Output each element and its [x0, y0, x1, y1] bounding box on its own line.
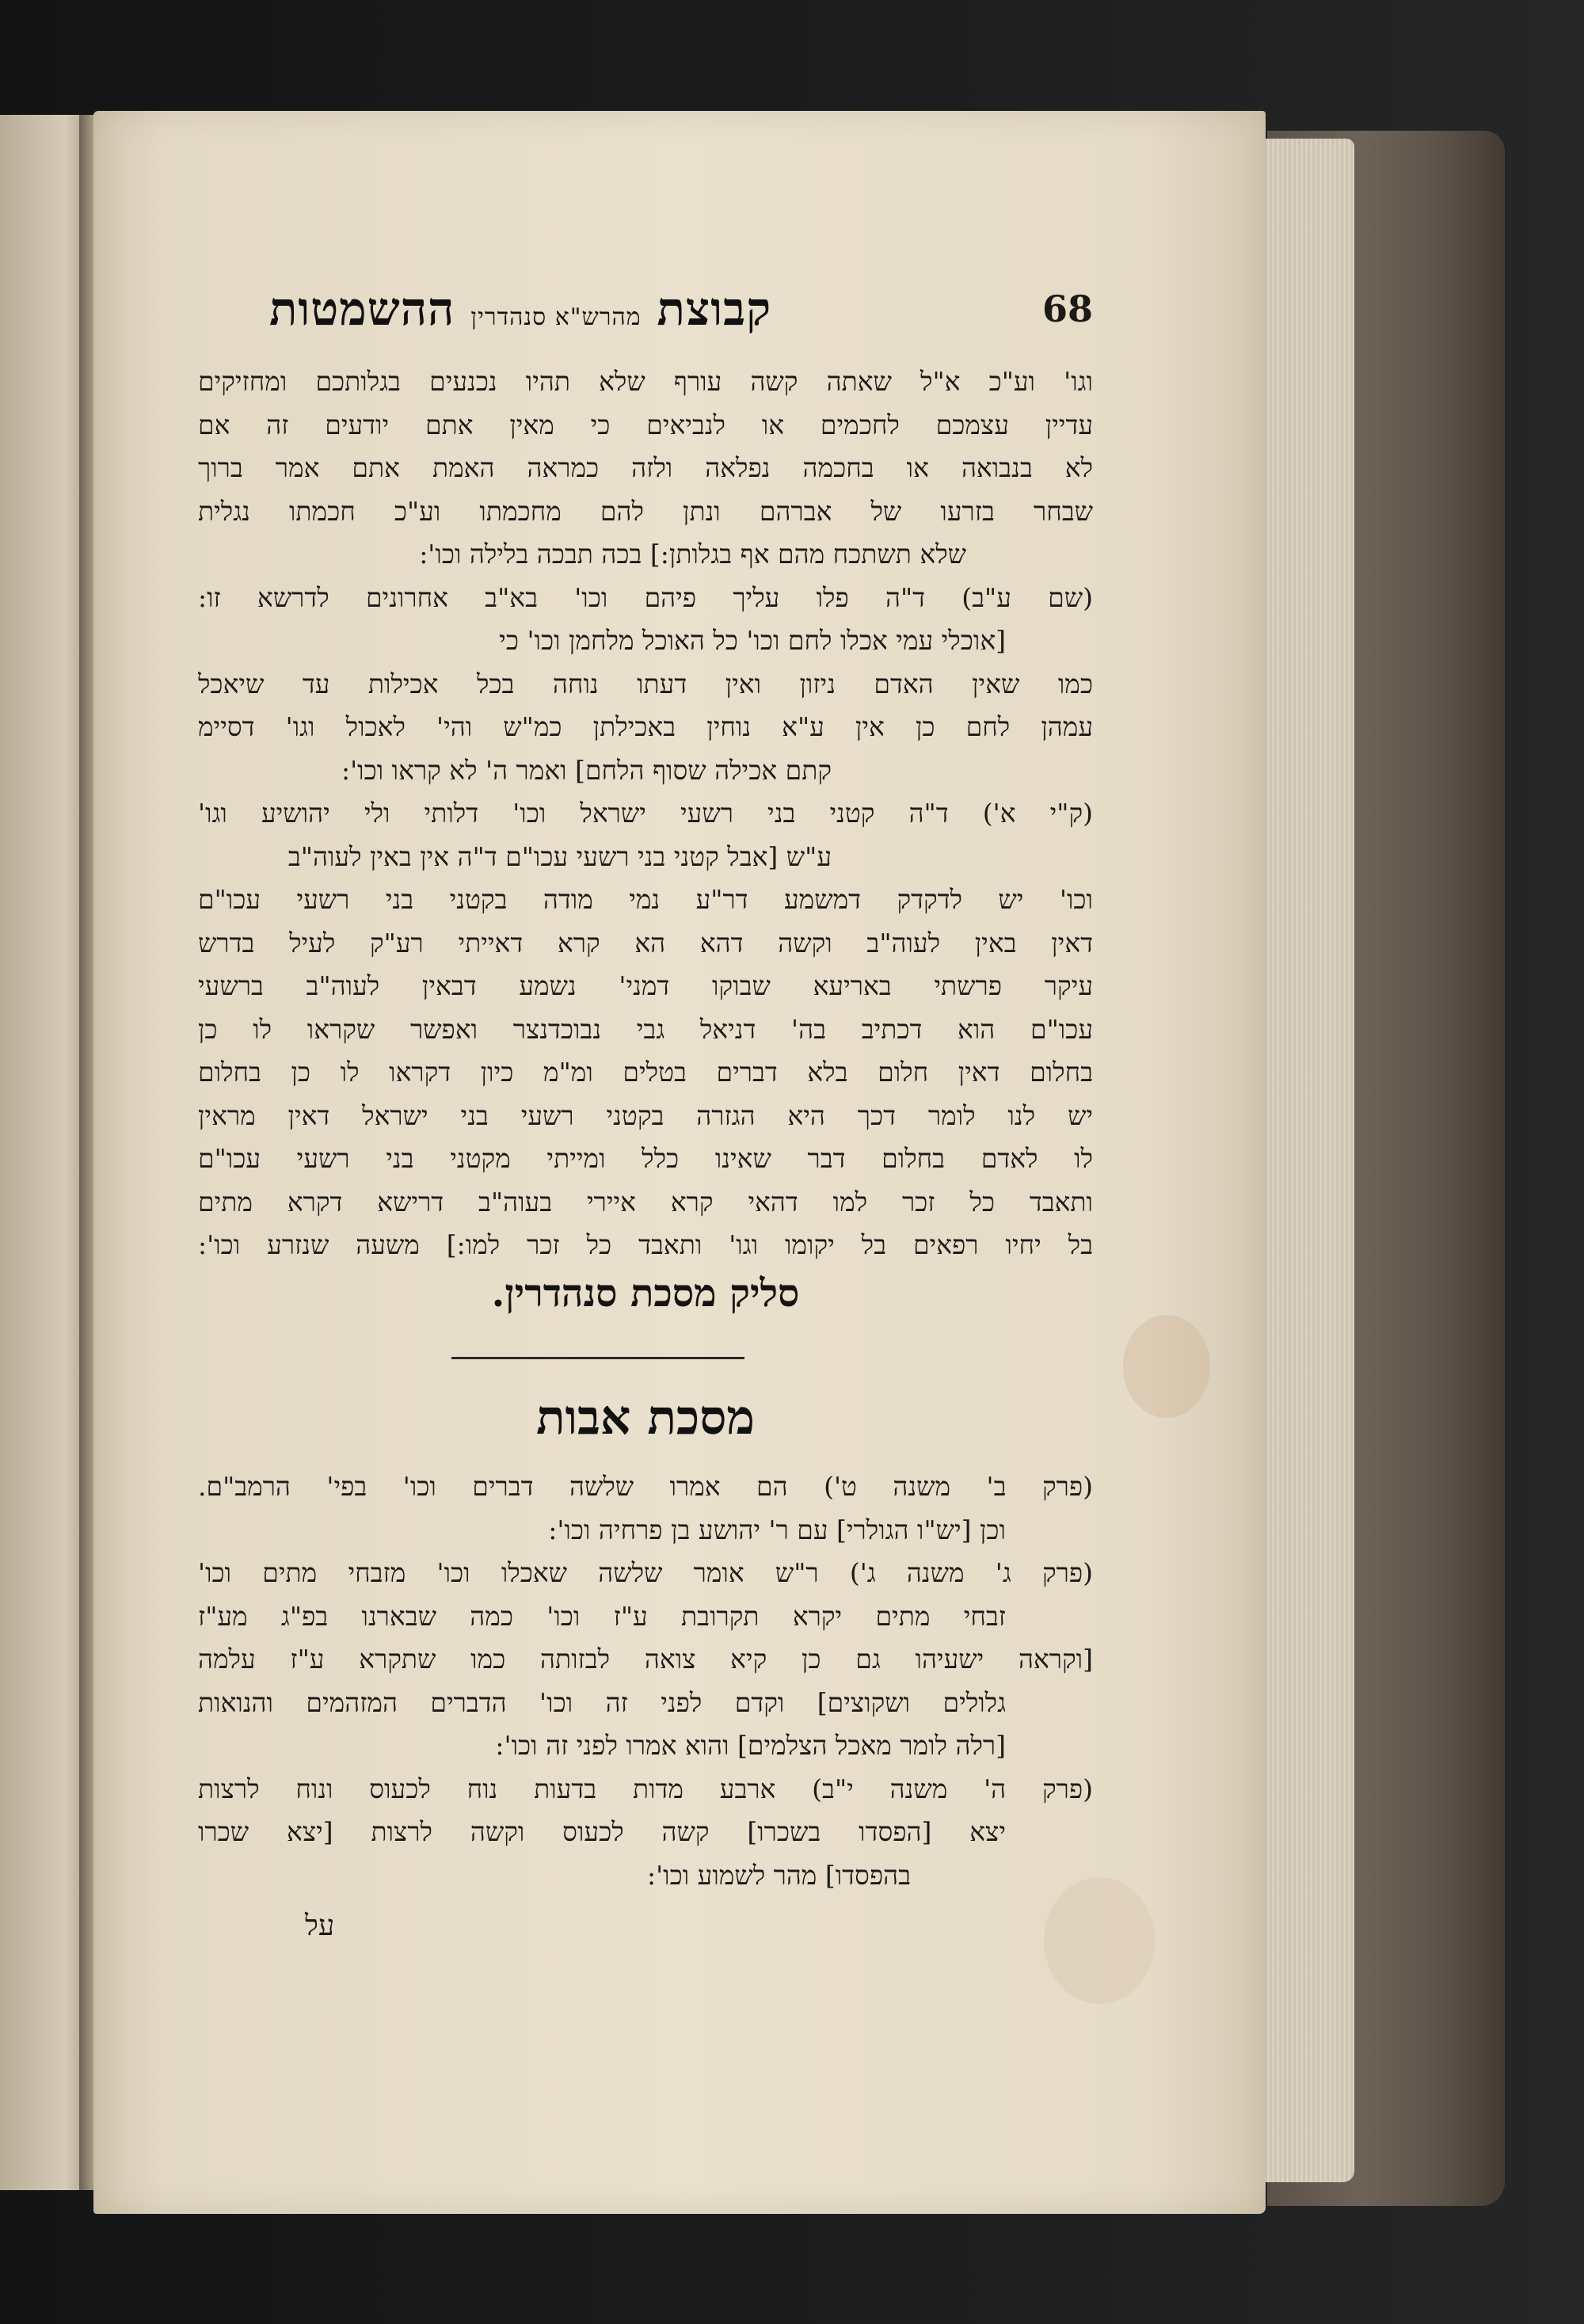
text-line: (ק"י א') ד"ה קטני בני רשעי ישראל וכו' דלותי ולי יהושיע וגו': [198, 798, 1093, 829]
text-line: עכו"ם הוא דכתיב בה' דניאל גבי נבוכדנצר ואפשר שקראו לו כן: [198, 1013, 1093, 1045]
text-line: קתם אכילה שסוף הלחם] ואמר ה' לא קראו וכו':: [341, 754, 832, 786]
text-line: בל יחיו רפאים בל יקומו וגו' ותאבד כל זכר למו:] משעה שנזרע וכו':: [198, 1229, 1093, 1260]
paper-stain: [1123, 1315, 1210, 1418]
page-title: [269, 282, 771, 336]
text-line: כמו שאין האדם ניזון ואין דעתו נוחה בכל אכילות עד שיאכל: [198, 668, 1093, 699]
main-text: [198, 360, 1093, 1267]
running-head: [269, 273, 1093, 345]
text-line: דאין באין לעוה"ב וקשה דהא הא קרא דאייתי רע"ק לעיל בדרש: [198, 927, 1093, 958]
text-line: שבחר בזרעו של אברהם ונתן להם מחכמתו וע"כ חכמתו נגלית: [198, 495, 1093, 527]
title-part-1: קבוצת: [657, 282, 772, 336]
title-subtitle: מהרש"א סנהדרין: [470, 303, 642, 331]
text-line: (פרק ג' משנה ג') ר"ש אומר שלשה שאכלו וכו' מזבחי מתים וכו': [198, 1557, 1093, 1588]
text-line: (פרק ב' משנה ט') הם אמרו שלשה דברים וכו' בפי' הרמב"ם.: [198, 1471, 1093, 1502]
text-line: יצא [הפסדו בשכרו] קשה לכעוס וקשה לרצות [יצא שכרו: [198, 1816, 1006, 1847]
text-line: בחלום דאין חלום בלא דברים בטלים ומ"מ כיון דקראו לו כן בחלום: [198, 1057, 1093, 1088]
closing-line: סליק מסכת סנהדרין.: [491, 1271, 800, 1316]
text-line: עמהן לחם כן אין ע"א נוחין באכילתן כמ"ש והי' לאכול וגו' דסיימ: [198, 711, 1093, 742]
page-number: 68: [1041, 288, 1093, 330]
text-line: עדיין עצמכם לחכמים או לנביאים כי מאין אתם יודעים זה אם: [198, 409, 1093, 440]
text-line: לו לאדם בחלום דבר שאינו כלל ומייתי מקטני בני רשעי עכו"ם: [198, 1143, 1093, 1174]
text-line: שלא תשתכח מהם אף בגלותן:] בכה תבכה בלילה וכו':: [419, 539, 966, 570]
text-line: עיקר פרשתי באריעא שבוקו דמני' נשמע דבאין לעוה"ב ברשעי: [198, 970, 1093, 1001]
avot-text: [198, 1465, 1093, 1897]
text-line: בהפסדו] מהר לשמוע וכו':: [646, 1859, 911, 1891]
text-line: [רלה לומר מאכל הצלמים] והוא אמרו לפני זה וכו':: [495, 1730, 1006, 1761]
text-line: לא בנבואה או בחכמה נפלאה ולזה כמראה האמת אתם אמר ברוך: [198, 452, 1093, 483]
text-line: וכו' יש לדקדק דמשמע דר"ע נמי מודה בקטני בני רשעי עכו"ם: [198, 884, 1093, 915]
catchword: על: [305, 1910, 335, 1942]
text-line: ע"ש [אבל קטני בני רשעי עכו"ם ד"ה אין באין לעוה"ב: [287, 840, 832, 872]
text-line: וכן [יש"ו הגולרי] עם ר' יהושע בן פרחיה וכו':: [548, 1514, 1006, 1545]
section-divider: [451, 1357, 744, 1359]
text-line: [אוכלי עמי אכלו לחם וכו' כל האוכל מלחמן וכו' כי: [499, 625, 1006, 656]
text-line: ותאבד כל זכר למו דהאי קרא איירי בעוה"ב דרישא דקרא מתים: [198, 1186, 1093, 1217]
section-title: מסכת אבות: [536, 1390, 755, 1446]
text-line: (פרק ה' משנה י"ב) ארבע מדות בדעות נוח לכעוס ונוח לרצות: [198, 1773, 1093, 1804]
text-line: [וקראה ישעיהו גם כן קיא צואה לבזותה כמו שתקרא ע"ז עלמה: [198, 1644, 1093, 1674]
text-line: זבחי מתים יקרא תקרובת ע"ז וכו' כמה שבארנו בפ"ג מע"ז: [198, 1600, 1006, 1632]
text-line: וגו' וע"כ א"ל שאתה קשה עורף שלא תהיו נכנעים בגלותכם ומחזיקים: [198, 366, 1093, 397]
text-line: יש לנו לומר דכך היא הגזרה בקטני רשעי בני ישראל דאין מראין: [198, 1099, 1093, 1131]
text-line: גלולים ושקוצים] וקדם לפני זה וכו' הדברים המזהמים והנואות: [198, 1686, 1006, 1718]
title-part-2: ההשמטות: [269, 282, 455, 336]
text-line: (שם ע"ב) ד"ה פלו עליך פיהם וכו' בא"ב אחרונים לדרשא זו:: [198, 581, 1093, 613]
